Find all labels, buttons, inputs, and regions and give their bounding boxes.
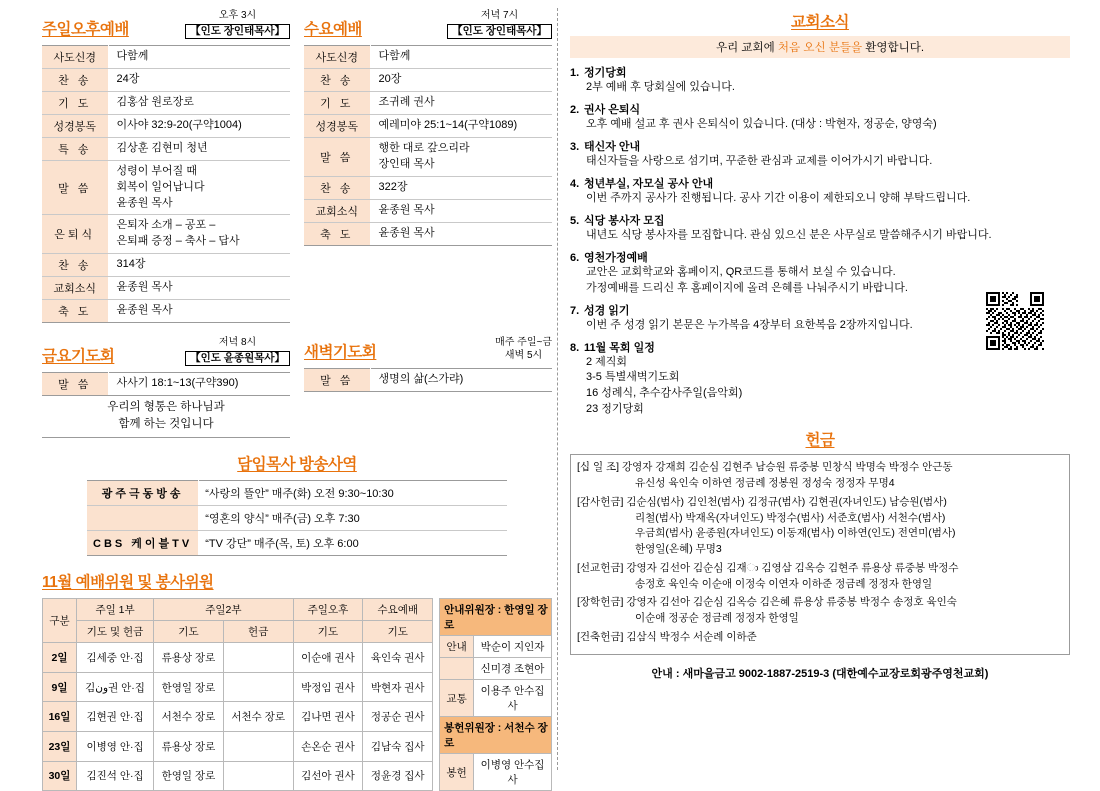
- duty-wednesday: 박현자 권사: [363, 672, 433, 702]
- sunday-pm-table: [42, 45, 290, 324]
- duty-day: 2일: [43, 643, 77, 673]
- service-row: [42, 254, 290, 277]
- service-value-line: 314장: [116, 258, 146, 271]
- welcome-highlight: 처음 오신 분들을: [777, 42, 863, 54]
- news-item-detail: 2부 예배 후 당회실에 있습니다.: [586, 81, 735, 93]
- offering-group-name: [건축헌금]: [577, 630, 627, 643]
- service-value-line: 322장: [378, 180, 408, 193]
- right-column: [570, 10, 1070, 681]
- friday-header: [42, 337, 290, 366]
- duty-day: 16일: [43, 702, 77, 732]
- duty-sub-3: 헌금: [223, 621, 293, 643]
- broadcast-channel: 광주극동방송: [87, 481, 199, 506]
- service-row-value: [370, 199, 552, 222]
- broadcast-channel: [87, 506, 199, 531]
- wednesday-title: 수요예배: [304, 20, 362, 38]
- service-row: [304, 369, 552, 392]
- service-row-label: 말 씀: [304, 369, 370, 392]
- news-item: [570, 101, 1070, 133]
- service-value-line: 예레미야 25:1~14(구약1089): [378, 118, 518, 131]
- service-row-label: 찬 송: [304, 176, 370, 199]
- guide-row-label: 봉헌: [440, 754, 474, 791]
- service-value-line: 윤종원 목사: [116, 281, 173, 294]
- service-value-line: 사사기 18:1~13(구약390): [116, 376, 239, 389]
- service-row-value: [370, 176, 552, 199]
- service-value-line: 김상훈 김현미 청년: [116, 141, 208, 154]
- offering-line: 한영일(온혜) 무명3: [635, 543, 722, 555]
- offering-group-name: [선교헌금]: [577, 561, 627, 574]
- duty-first-service: 김세중 안·집: [77, 643, 154, 673]
- duty-first-service: 김현권 안·집: [77, 702, 154, 732]
- service-row: [304, 68, 552, 91]
- friday-service: [42, 337, 290, 438]
- guide-row: [440, 658, 552, 680]
- service-row: [42, 277, 290, 300]
- wednesday-rows: [304, 45, 552, 245]
- dawn-table: [304, 368, 552, 392]
- broadcast-channel: CBS 케이블TV: [87, 531, 199, 556]
- duty-afternoon: 박정임 권사: [293, 672, 363, 702]
- column-divider: [557, 8, 558, 770]
- news-item-detail: 내년도 식당 봉사자를 모집합니다. 관심 있으신 분은 사무실로 말씀해주시기 바랍니다.: [586, 228, 992, 241]
- duty-second-offering: [223, 643, 293, 673]
- wednesday-table: [304, 45, 552, 246]
- duty-second-offering: [223, 761, 293, 791]
- offering-group: [577, 595, 1063, 627]
- service-row-label: 말 씀: [304, 137, 370, 176]
- news-item-number: 8.: [570, 341, 580, 354]
- service-row-label: 은퇴식: [42, 215, 108, 254]
- duty-wednesday: 김남숙 집사: [363, 732, 433, 762]
- duty-sub-1: 기도 및 헌금: [77, 621, 154, 643]
- duty-wednesday: 육인숙 권사: [363, 643, 433, 673]
- welcome-pre: 우리 교회에: [715, 42, 778, 54]
- news-item-detail: 태신자들을 사랑으로 섬기며, 꾸준한 관심과 교제를 이어가시기 바랍니다.: [586, 154, 933, 167]
- duty-sub-5: 기도: [363, 621, 433, 643]
- duty-first-service: 김ون권 안·집: [77, 672, 154, 702]
- offering-line: 송정호 육인숙 이순애 이정숙 이연자 이하준 정금례 정정자 한영일: [635, 577, 933, 590]
- service-value-line: 윤종원 목사: [116, 196, 173, 209]
- news-item-title: 1. 정기당회: [570, 67, 627, 79]
- service-row: [42, 45, 290, 68]
- news-item-number: 7.: [570, 304, 580, 317]
- offering-group: [577, 630, 1063, 646]
- news-item: [570, 339, 1070, 419]
- service-value-line: 성령이 부어질 때: [116, 164, 197, 177]
- duty-second-offering: 서천수 장로: [223, 702, 293, 732]
- service-value-line: 24장: [116, 72, 140, 85]
- duty-head-row2: [43, 621, 433, 643]
- duty-head-row1: [43, 599, 433, 621]
- duty-afternoon: 김선아 권사: [293, 761, 363, 791]
- duty-section: [42, 570, 552, 592]
- bank-account-info: 안내 : 새마을금고 9002-1887-2519-3 (대한예수교장로회광주영천교회): [651, 667, 989, 680]
- offering-line: [장학헌금] 강영자 김선아 김순심 김옥승 김은혜 류용상 류중봉 박정수 송정호 육인숙: [577, 596, 957, 609]
- left-column: [42, 10, 552, 791]
- service-row-label: 기 도: [42, 91, 108, 114]
- service-row-label: 성경봉독: [304, 114, 370, 137]
- table-row: [43, 732, 433, 762]
- guide-row: [440, 754, 552, 791]
- duty-col-day: 구분: [43, 599, 77, 643]
- offering-group: [577, 561, 1063, 593]
- duty-body: [43, 643, 433, 791]
- offering-group: [577, 460, 1063, 492]
- service-row: [42, 215, 290, 254]
- prayer-services: [42, 337, 552, 438]
- dawn-header: [304, 337, 552, 362]
- guide-row-label: [440, 658, 474, 680]
- service-row-value: [370, 68, 552, 91]
- news-item-number: 4.: [570, 177, 580, 190]
- service-row-value: [108, 300, 290, 323]
- service-row: [304, 137, 552, 176]
- dawn-meta: [495, 337, 552, 362]
- news-item: [570, 212, 1070, 244]
- dawn-service: [304, 337, 552, 438]
- guide-row-label: 교통: [440, 680, 474, 717]
- wednesday-service: [304, 10, 552, 323]
- news-item-detail: 이번 주까지 공사가 진행됩니다. 공사 기간 이용이 제한되오니 양해 부탁드립니다.: [586, 191, 971, 204]
- service-row-value: [370, 91, 552, 114]
- service-value-line: 생명의 삶(스가랴): [378, 373, 464, 386]
- offering-line: [건축헌금] 김삼식 박정수 서순례 이하준: [577, 630, 757, 643]
- service-value-line: 행한 대로 갚으리라: [378, 141, 470, 154]
- top-services: [42, 10, 552, 323]
- service-row-label: 찬 송: [304, 68, 370, 91]
- service-row-label: 축 도: [304, 222, 370, 245]
- service-row: [42, 68, 290, 91]
- news-item-title: 2. 권사 은퇴식: [570, 103, 641, 116]
- duty-wednesday: 정공순 권사: [363, 702, 433, 732]
- duty-first-service: 이병영 안·집: [77, 732, 154, 762]
- friday-table: [42, 372, 290, 396]
- friday-note: [42, 396, 290, 438]
- service-row-value: [370, 137, 552, 176]
- service-row: [42, 114, 290, 137]
- service-row-label: 축 도: [42, 300, 108, 323]
- service-row-value: [108, 277, 290, 300]
- duty-second-prayer: 류용상 장로: [154, 732, 224, 762]
- broadcast-section: [42, 452, 552, 474]
- guide-row: [440, 680, 552, 717]
- duty-col-wed: 수요예배: [363, 599, 433, 621]
- broadcast-row: [87, 506, 507, 531]
- offering-group-name: [십 일 조]: [577, 461, 623, 474]
- duty-afternoon: 이순애 권사: [293, 643, 363, 673]
- friday-leader: 【인도 윤종원목사】: [185, 351, 290, 366]
- sunday-pm-meta: [185, 10, 290, 39]
- service-row: [304, 222, 552, 245]
- service-row-label: 찬 송: [42, 68, 108, 91]
- news-item-title: 5. 식당 봉사자 모집: [570, 214, 665, 227]
- service-row-value: [108, 91, 290, 114]
- duty-first-service: 김진석 안·집: [77, 761, 154, 791]
- service-row-value: [108, 114, 290, 137]
- guide-head-row2: [440, 717, 552, 754]
- news-item-title: 3. 태신자 안내: [570, 140, 641, 153]
- service-row-label: 기 도: [304, 91, 370, 114]
- service-row-label: 찬 송: [42, 254, 108, 277]
- duty-col-second: 주일2부: [154, 599, 294, 621]
- service-row: [304, 91, 552, 114]
- news-item: [570, 175, 1070, 207]
- duty-day: 30일: [43, 761, 77, 791]
- duty-sub-2: 기도: [154, 621, 224, 643]
- service-row-label: 사도신경: [42, 45, 108, 68]
- news-item-number: 5.: [570, 214, 580, 227]
- friday-meta: [185, 337, 290, 366]
- offering-group: [577, 495, 1063, 558]
- service-value-line: 장인태 목사: [378, 157, 435, 170]
- wednesday-leader: 【인도 장인태목사】: [447, 24, 552, 39]
- guide-body: [440, 599, 552, 791]
- service-row-value: [370, 222, 552, 245]
- news-item-detail: 16 성례식, 추수감사주일(음악회): [586, 387, 743, 400]
- service-row-value: [108, 137, 290, 160]
- duty-table: [42, 598, 433, 791]
- news-item-title: 7. 성경 읽기: [570, 304, 630, 317]
- broadcast-table: [87, 480, 507, 556]
- service-row-value: [108, 254, 290, 277]
- news-item-detail: 3-5 특별새벽기도회: [586, 371, 680, 384]
- offering-line: 리철(범사) 박재옥(자녀인도) 박정수(범사) 서준호(범사) 서천수(범사): [635, 511, 946, 524]
- offering-line: [십 일 조] 강영자 강재희 김순심 김현주 남승원 류중봉 민창식 박명숙 박정수 안근동: [577, 461, 953, 474]
- service-row-value: [108, 372, 290, 395]
- service-row-label: 사도신경: [304, 45, 370, 68]
- service-row: [304, 176, 552, 199]
- news-item-detail: 교안은 교회학교와 홈페이지, QR코드를 통해서 보실 수 있습니다.: [586, 265, 896, 278]
- sunday-pm-rows: [42, 45, 290, 323]
- offering-header: [570, 428, 1070, 450]
- duty-day: 23일: [43, 732, 77, 762]
- guide-head-offering: 봉헌위원장 : 서천수 장로: [440, 717, 552, 754]
- duty-second-prayer: 류용상 장로: [154, 643, 224, 673]
- duty-and-guide: [42, 598, 552, 791]
- welcome-banner: [570, 36, 1070, 58]
- service-row-label: 교회소식: [42, 277, 108, 300]
- service-row-label: 말 씀: [42, 372, 108, 395]
- news-item-title: 8. 11월 목회 일정: [570, 341, 655, 354]
- table-row: [43, 761, 433, 791]
- note-line: 우리의 형통은 하나님과: [107, 400, 225, 413]
- table-row: [43, 643, 433, 673]
- broadcast-program: “TV 강단” 매주(목, 토) 오후 6:00: [199, 531, 507, 556]
- service-row-label: 말 씀: [42, 160, 108, 215]
- guide-table: [439, 598, 552, 791]
- sunday-pm-title: 주일오후예배: [42, 20, 129, 38]
- service-row: [304, 114, 552, 137]
- service-row-label: 특 송: [42, 137, 108, 160]
- news-header: [570, 10, 1070, 32]
- news-item-detail: 오후 예배 설교 후 권사 은퇴식이 있습니다. (대상 : 박현자, 정공순, 양영숙): [586, 117, 937, 130]
- broadcast-title: 담임목사 방송사역: [237, 456, 357, 474]
- offering-line: [선교헌금] 강영자 김선아 김순심 김재ා 김영삼 김옥승 김현주 류용상 류중봉 박정수: [577, 561, 959, 574]
- service-row-value: [370, 45, 552, 68]
- guide-row-label: 안내: [440, 636, 474, 658]
- duty-wednesday: 정윤경 집사: [363, 761, 433, 791]
- friday-rows: [42, 372, 290, 395]
- duty-afternoon: 손온순 권사: [293, 732, 363, 762]
- service-value-line: 김홍삼 원로장로: [116, 95, 194, 108]
- duty-head: [43, 599, 433, 643]
- service-value-line: 다함께: [378, 49, 411, 62]
- service-value-line: 윤종원 목사: [116, 304, 173, 317]
- table-row: [43, 672, 433, 702]
- news-item-number: 3.: [570, 140, 580, 153]
- sunday-pm-leader: 【인도 장인태목사】: [185, 24, 290, 39]
- news-title: 교회소식: [791, 14, 849, 31]
- service-value-line: 20장: [378, 72, 402, 85]
- service-row-value: [108, 68, 290, 91]
- offering-title: 헌금: [805, 432, 835, 450]
- news-list: [570, 64, 1070, 418]
- broadcast-program: “사랑의 뜰안” 매주(화) 오전 9:30~10:30: [199, 481, 507, 506]
- service-value-line: 조귀례 권사: [378, 95, 435, 108]
- service-row-label: 교회소식: [304, 199, 370, 222]
- table-row: [43, 702, 433, 732]
- news-item: [570, 249, 1070, 297]
- service-row-value: [370, 369, 552, 392]
- service-row: [42, 160, 290, 215]
- service-value-line: 은퇴자 소개 – 공포 –: [116, 219, 216, 232]
- qr-code-icon: [986, 292, 1044, 350]
- service-row-value: [108, 45, 290, 68]
- service-value-line: 회복이 일어납니다: [116, 180, 205, 193]
- news-item: [570, 138, 1070, 170]
- news-item-title: 4. 청년부실, 자모실 공사 안내: [570, 177, 714, 190]
- news-item-detail: 23 정기당회: [586, 403, 644, 416]
- offering-line: [감사헌금] 김순심(범사) 김인천(범사) 김정규(범사) 김현권(자녀인도) 남승원(범사): [577, 495, 947, 508]
- service-row: [42, 137, 290, 160]
- service-row-value: [370, 114, 552, 137]
- offering-box: [570, 454, 1070, 654]
- duty-second-prayer: 한영일 장로: [154, 672, 224, 702]
- news-item-number: 2.: [570, 103, 580, 116]
- duty-col-first: 주일 1부: [77, 599, 154, 621]
- offering-line: 우금희(범사) 윤종원(자녀인도) 이동재(범사) 이하연(인도) 전연미(범사): [635, 527, 956, 540]
- guide-row: [440, 636, 552, 658]
- duty-col-afternoon: 주일오후: [293, 599, 363, 621]
- service-row: [304, 199, 552, 222]
- service-row-label: 성경봉독: [42, 114, 108, 137]
- duty-second-offering: [223, 672, 293, 702]
- dawn-time: 매주 주일~금: [495, 337, 552, 349]
- service-value-line: 다함께: [116, 49, 149, 62]
- guide-row-value: 신미경 조현아: [474, 658, 552, 680]
- service-value-line: 윤종원 목사: [378, 226, 435, 239]
- friday-title: 금요기도회: [42, 347, 115, 365]
- guide-row-value: 이용주 안수집사: [474, 680, 552, 717]
- service-value-line: 은퇴패 증정 – 축사 – 답사: [116, 235, 240, 248]
- sunday-pm-header: [42, 10, 290, 39]
- service-value-line: 이사야 32:9-20(구약1004): [116, 118, 242, 131]
- service-value-line: 윤종원 목사: [378, 203, 435, 216]
- guide-row-value: 이병영 안수집사: [474, 754, 552, 791]
- news-item-number: 1.: [570, 67, 580, 79]
- wednesday-time: 저녁 7시: [480, 10, 519, 21]
- duty-second-prayer: 한영일 장로: [154, 761, 224, 791]
- wednesday-meta: [447, 10, 552, 39]
- welcome-post: 환영합니다.: [862, 42, 925, 54]
- broadcast-row: [87, 531, 507, 556]
- broadcast-rows: [87, 481, 507, 556]
- wednesday-header: [304, 10, 552, 39]
- duty-second-prayer: 서천수 장로: [154, 702, 224, 732]
- news-item-detail: 가정예배를 드리신 후 홈페이지에 올려 은혜를 나눠주시기 바랍니다.: [586, 281, 908, 294]
- offering-line: 유신성 육인숙 이하연 정금례 정봉원 정성숙 정정자 무명4: [635, 477, 895, 489]
- service-row-value: [108, 160, 290, 215]
- dawn-title: 새벽기도회: [304, 344, 377, 362]
- broadcast-row: [87, 481, 507, 506]
- service-row: [42, 91, 290, 114]
- news-item-title: 6. 영천가정예배: [570, 251, 648, 264]
- guide-head-row: [440, 599, 552, 636]
- news-item: [570, 64, 1070, 96]
- offering-group-name: [감사헌금]: [577, 495, 627, 508]
- news-item-detail: 이번 주 성경 읽기 본문은 누가복음 4장부터 요한복음 2장까지입니다.: [586, 318, 913, 331]
- guide-row-value: 박순이 지인자: [474, 636, 552, 658]
- service-row-value: [108, 215, 290, 254]
- sunday-pm-service: [42, 10, 290, 323]
- service-row: [304, 45, 552, 68]
- news-item-number: 6.: [570, 251, 580, 264]
- duty-afternoon: 김나면 권사: [293, 702, 363, 732]
- duty-title: 11월 예배위원 및 봉사위원: [42, 574, 214, 592]
- duty-sub-4: 기도: [293, 621, 363, 643]
- guide-head-usher: 안내위원장 : 한영일 장로: [440, 599, 552, 636]
- friday-time: 저녁 8시: [218, 337, 257, 349]
- service-row: [42, 372, 290, 395]
- broadcast-program: “영혼의 양식” 매주(금) 오후 7:30: [199, 506, 507, 531]
- offering-group-name: [장학헌금]: [577, 596, 627, 609]
- news-item-detail: 2 제직회: [586, 355, 628, 368]
- sunday-pm-time: 오후 3시: [218, 10, 257, 21]
- duty-day: 9일: [43, 672, 77, 702]
- note-line: 함께 하는 것입니다: [118, 417, 214, 430]
- service-row: [42, 300, 290, 323]
- offering-line: 이순애 정공순 정금례 정정자 한영일: [635, 612, 799, 624]
- dawn-time2: 새벽 5시: [504, 349, 543, 361]
- dawn-rows: [304, 369, 552, 392]
- duty-second-offering: [223, 732, 293, 762]
